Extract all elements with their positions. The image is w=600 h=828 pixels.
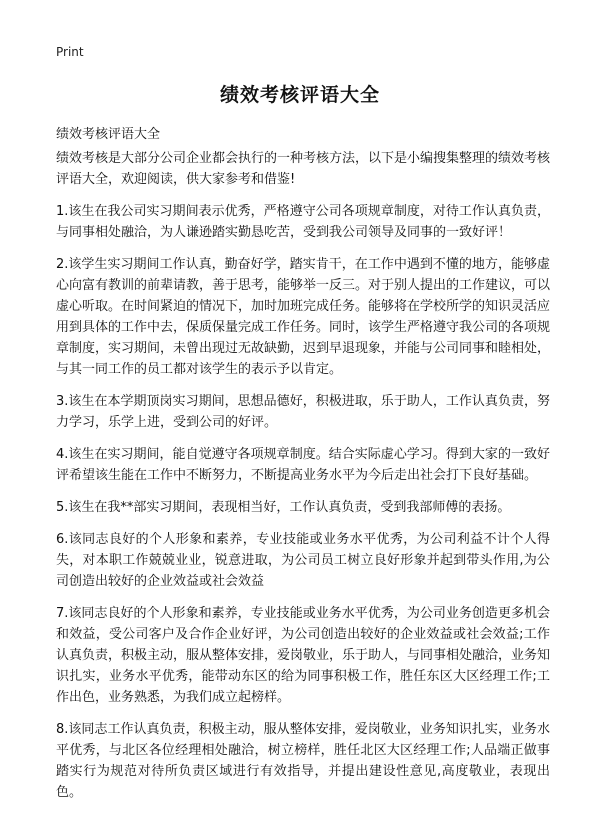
- page-subtitle: 绩效考核评语大全: [56, 127, 161, 142]
- review-item-8: 8.该同志工作认真负责，积极主动，服从整体安排，爱岗敬业，业务知识扎实，业务水平优秀，与北区各位经理相处融洽，树立榜样，胜任北区大区经理工作;人品端正做事踏实行为规范对待所负责区域进行有效指导，并提出建设性意见,高度敬业，表现出色。: [56, 722, 550, 800]
- review-item-1: 1.该生在我公司实习期间表示优秀，严格遵守公司各项规章制度，对待工作认真负责，与同事相处融洽，为人谦逊踏实勤恳吃苦，受到我公司领导及同事的一致好评！: [56, 204, 550, 240]
- review-item-5: 5.该生在我**部实习期间，表现相当好，工作认真负责，受到我部师傅的表扬。: [56, 500, 511, 515]
- print-label[interactable]: Print: [56, 45, 84, 59]
- article-body: [56, 148, 550, 814]
- review-item-2: 2.该学生实习期间工作认真，勤奋好学，踏实肯干，在工作中遇到不懂的地方，能够虚心向富有教训的前辈请教，善于思考，能够举一反三。对于别人提出的工作建议，可以虚心听取。在时间紧迫的情况下，加时加班完成任务。能够将在学校所学的知识灵活应用到具体的工作中去，保质保量完成工作任务。同时，该学生严格遵守我公司的各项规章制度，实习期间，未曾出现过无故缺勤，迟到早退现象，并能与公司同事和睦相处，与其一同工作的员工都对该学生的表示予以肯定。: [56, 257, 551, 377]
- page-title: 绩效考核评语大全: [219, 84, 380, 106]
- review-item-6: 6.该同志良好的个人形象和素养，专业技能或业务水平优秀，为公司利益不计个人得失，对本职工作兢兢业业，锐意进取，为公司员工树立良好形象并起到带头作用,为公司创造出较好的企业效益或社会效益: [56, 532, 550, 589]
- intro-paragraph: 绩效考核是大部分公司企业都会执行的一种考核方法，以下是小编搜集整理的绩效考核评语大全，欢迎阅读，供大家参考和借鉴!: [56, 151, 551, 187]
- review-item-3: 3.该生在本学期顶岗实习期间，思想品德好，积极进取，乐于助人，工作认真负责，努力学习，乐学上进，受到公司的好评。: [56, 394, 550, 430]
- review-item-4: 4.该生在实习期间，能自觉遵守各项规章制度。结合实际虚心学习。得到大家的一致好评希望该生能在工作中不断努力，不断提高业务水平为今后走出社会打下良好基础。: [56, 447, 550, 483]
- review-item-7: 7.该同志良好的个人形象和素养，专业技能或业务水平优秀，为公司业务创造更多机会和效益，受公司客户及合作企业好评，为公司创造出较好的企业效益或社会效益;工作认真负责，积极主动，服从整体安排，爱岗敬业，乐于助人，与同事相处融洽，业务知识扎实，业务水平优秀，能带动东区的给为同事积极工作，胜任东区大区经理工作;工作出色，业务熟悉，为我们成立起榜样。: [56, 606, 551, 705]
